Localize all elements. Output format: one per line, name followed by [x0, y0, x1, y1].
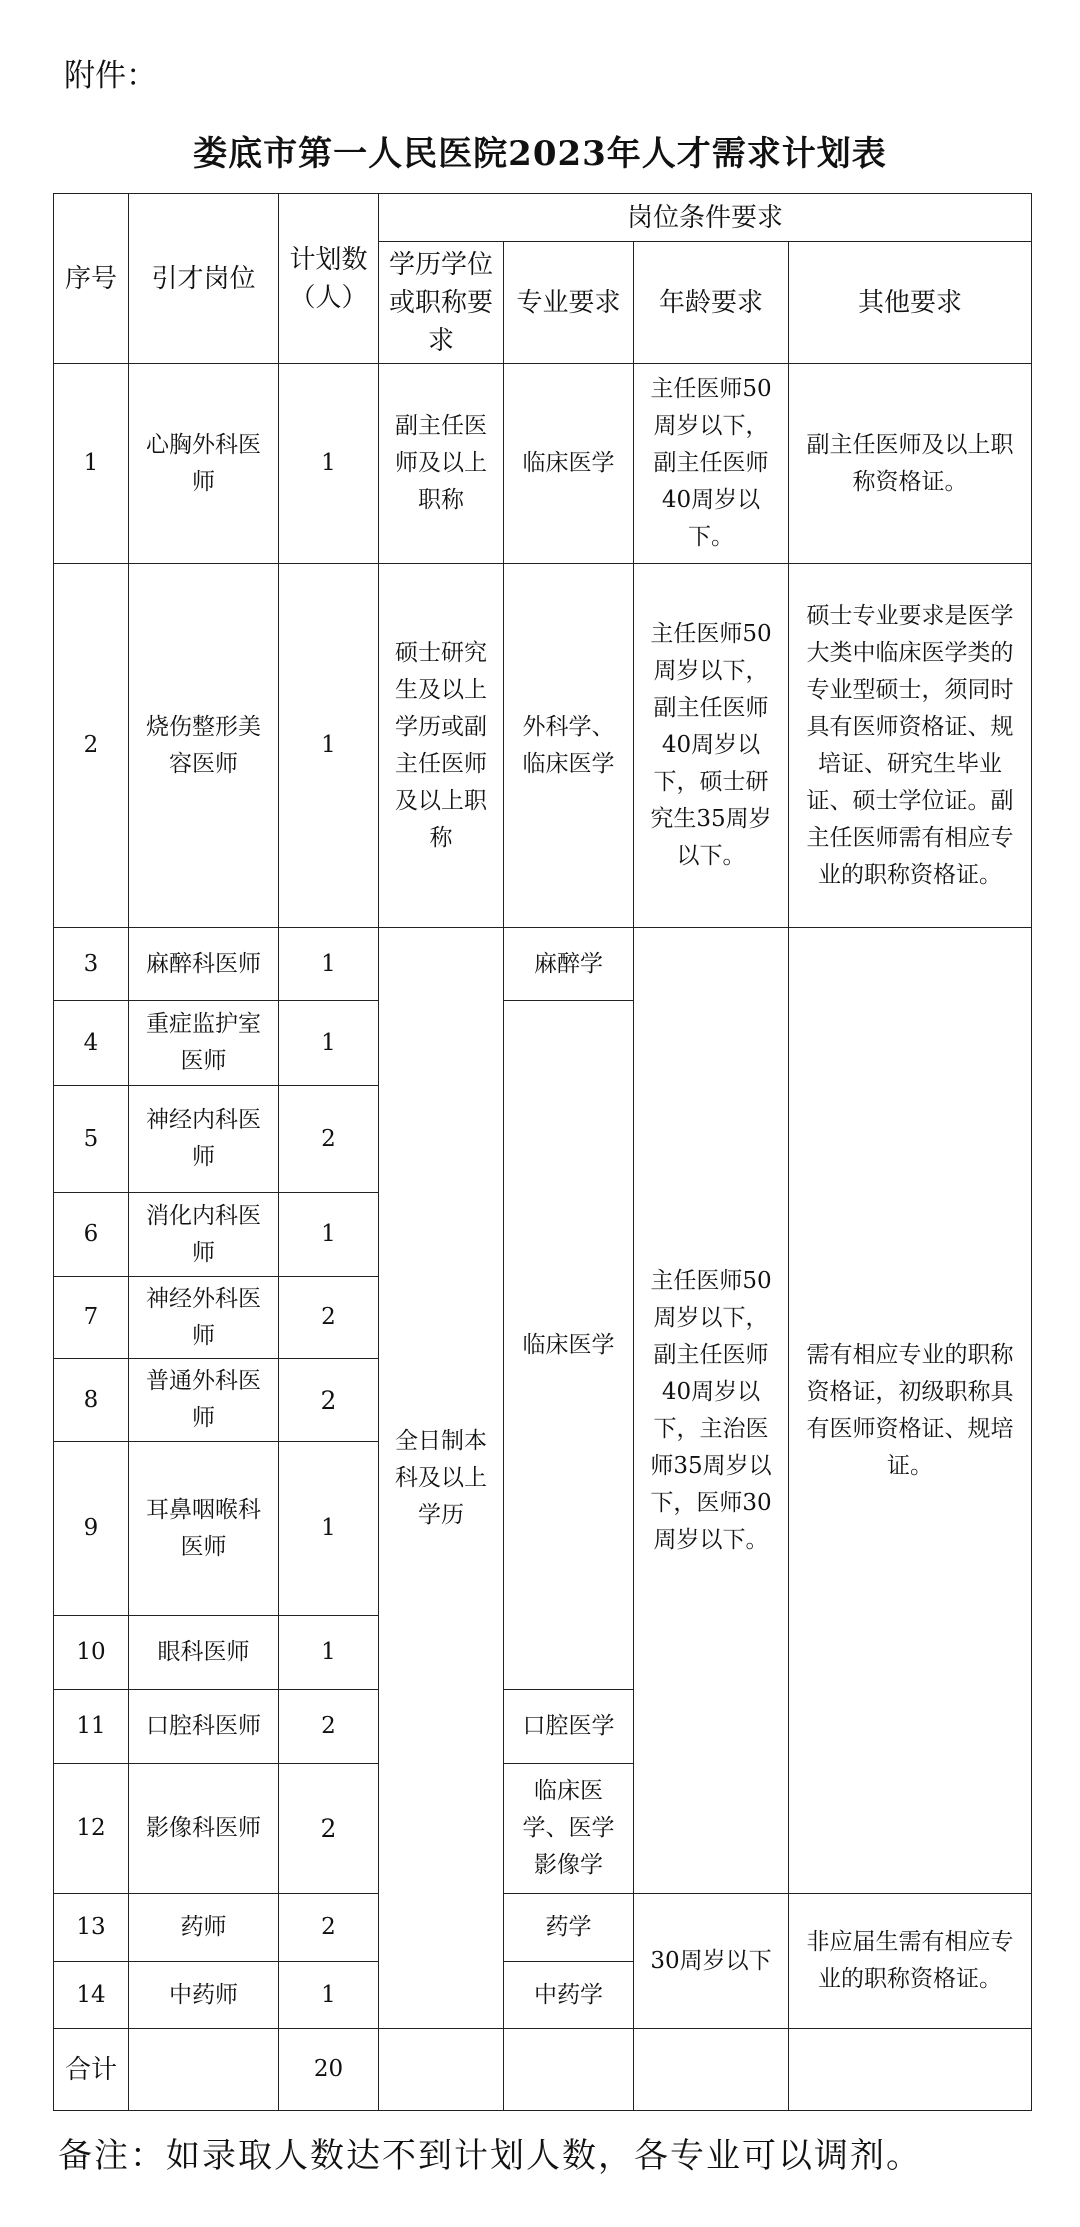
row-count: 2 [279, 1359, 379, 1442]
total-age-empty [634, 2029, 789, 2111]
row-count: 1 [279, 1193, 379, 1277]
row-seq: 3 [54, 928, 129, 1001]
row-position: 眼科医师 [129, 1616, 279, 1690]
row-position: 神经内科医师 [129, 1086, 279, 1193]
total-education-empty [379, 2029, 504, 2111]
merged-major-cell: 临床医学 [504, 1001, 634, 1690]
footer-note: 备注：如录取人数达不到计划人数，各专业可以调剂。 [58, 2136, 922, 2176]
row-seq: 7 [54, 1277, 129, 1359]
header-education: 学历学位或职称要求 [379, 242, 504, 364]
row-seq: 8 [54, 1359, 129, 1442]
row-count: 1 [279, 1442, 379, 1616]
header-position: 引才岗位 [129, 194, 279, 364]
row-major: 中药学 [504, 1962, 634, 2029]
total-major-empty [504, 2029, 634, 2111]
header-other: 其他要求 [789, 242, 1032, 364]
table-row [54, 928, 1032, 1001]
row-position: 消化内科医师 [129, 1193, 279, 1277]
row-major: 临床医学 [504, 364, 634, 564]
row-position: 心胸外科医师 [129, 364, 279, 564]
header-age: 年龄要求 [634, 242, 789, 364]
row-count: 1 [279, 1616, 379, 1690]
total-other-empty [789, 2029, 1032, 2111]
row-major: 临床医学、医学影像学 [504, 1764, 634, 1894]
total-row [54, 2029, 1032, 2111]
header-major: 专业要求 [504, 242, 634, 364]
merged-education-cell: 全日制本科及以上学历 [379, 928, 504, 2029]
row-seq: 2 [54, 564, 129, 928]
row-seq: 14 [54, 1962, 129, 2029]
row-count: 1 [279, 564, 379, 928]
row-other: 副主任医师及以上职称资格证。 [789, 364, 1032, 564]
row-major: 麻醉学 [504, 928, 634, 1001]
table-header-row [54, 194, 1032, 242]
row-count: 2 [279, 1277, 379, 1359]
row-position: 耳鼻咽喉科医师 [129, 1442, 279, 1616]
total-label: 合计 [54, 2029, 129, 2111]
row-seq: 11 [54, 1690, 129, 1764]
row-position: 药师 [129, 1894, 279, 1962]
row-education: 硕士研究生及以上学历或副主任医师及以上职称 [379, 564, 504, 928]
total-position-empty [129, 2029, 279, 2111]
row-position: 中药师 [129, 1962, 279, 2029]
header-conditions-group: 岗位条件要求 [379, 194, 1032, 242]
row-count: 2 [279, 1894, 379, 1962]
row-education: 副主任医师及以上职称 [379, 364, 504, 564]
row-age: 主任医师50周岁以下，副主任医师40周岁以下，硕士研究生35周岁以下。 [634, 564, 789, 928]
table-row [54, 1894, 1032, 1962]
row-seq: 9 [54, 1442, 129, 1616]
row-seq: 10 [54, 1616, 129, 1690]
row-major: 外科学、临床医学 [504, 564, 634, 928]
header-seq: 序号 [54, 194, 129, 364]
page-title: 娄底市第一人民医院2023年人才需求计划表 [193, 134, 887, 174]
row-count: 2 [279, 1764, 379, 1894]
table-row [54, 564, 1032, 928]
row-count: 2 [279, 1086, 379, 1193]
row-seq: 6 [54, 1193, 129, 1277]
row-major: 口腔医学 [504, 1690, 634, 1764]
row-position: 影像科医师 [129, 1764, 279, 1894]
row-seq: 13 [54, 1894, 129, 1962]
row-count: 1 [279, 364, 379, 564]
row-count: 2 [279, 1690, 379, 1764]
row-major: 药学 [504, 1894, 634, 1962]
row-position: 重症监护室医师 [129, 1001, 279, 1086]
table-row [54, 364, 1032, 564]
total-count: 20 [279, 2029, 379, 2111]
header-count: 计划数（人） [279, 194, 379, 364]
talent-plan-table [53, 193, 1032, 2111]
row-count: 1 [279, 1001, 379, 1086]
row-position: 普通外科医师 [129, 1359, 279, 1442]
row-position: 神经外科医师 [129, 1277, 279, 1359]
attachment-label: 附件： [64, 58, 157, 94]
merged-age-cell: 30周岁以下 [634, 1894, 789, 2029]
row-position: 烧伤整形美容医师 [129, 564, 279, 928]
row-seq: 5 [54, 1086, 129, 1193]
row-count: 1 [279, 1962, 379, 2029]
merged-other-cell: 需有相应专业的职称资格证，初级职称具有医师资格证、规培证。 [789, 928, 1032, 1894]
row-seq: 1 [54, 364, 129, 564]
row-other: 硕士专业要求是医学大类中临床医学类的专业型硕士，须同时具有医师资格证、规培证、研究生毕业证、硕士学位证。副主任医师需有相应专业的职称资格证。 [789, 564, 1032, 928]
row-count: 1 [279, 928, 379, 1001]
row-age: 主任医师50周岁以下，副主任医师40周岁以下。 [634, 364, 789, 564]
merged-other-cell: 非应届生需有相应专业的职称资格证。 [789, 1894, 1032, 2029]
merged-age-cell: 主任医师50周岁以下，副主任医师40周岁以下，主治医师35周岁以下，医师30周岁以下。 [634, 928, 789, 1894]
row-position: 口腔科医师 [129, 1690, 279, 1764]
row-position: 麻醉科医师 [129, 928, 279, 1001]
row-seq: 4 [54, 1001, 129, 1086]
row-seq: 12 [54, 1764, 129, 1894]
